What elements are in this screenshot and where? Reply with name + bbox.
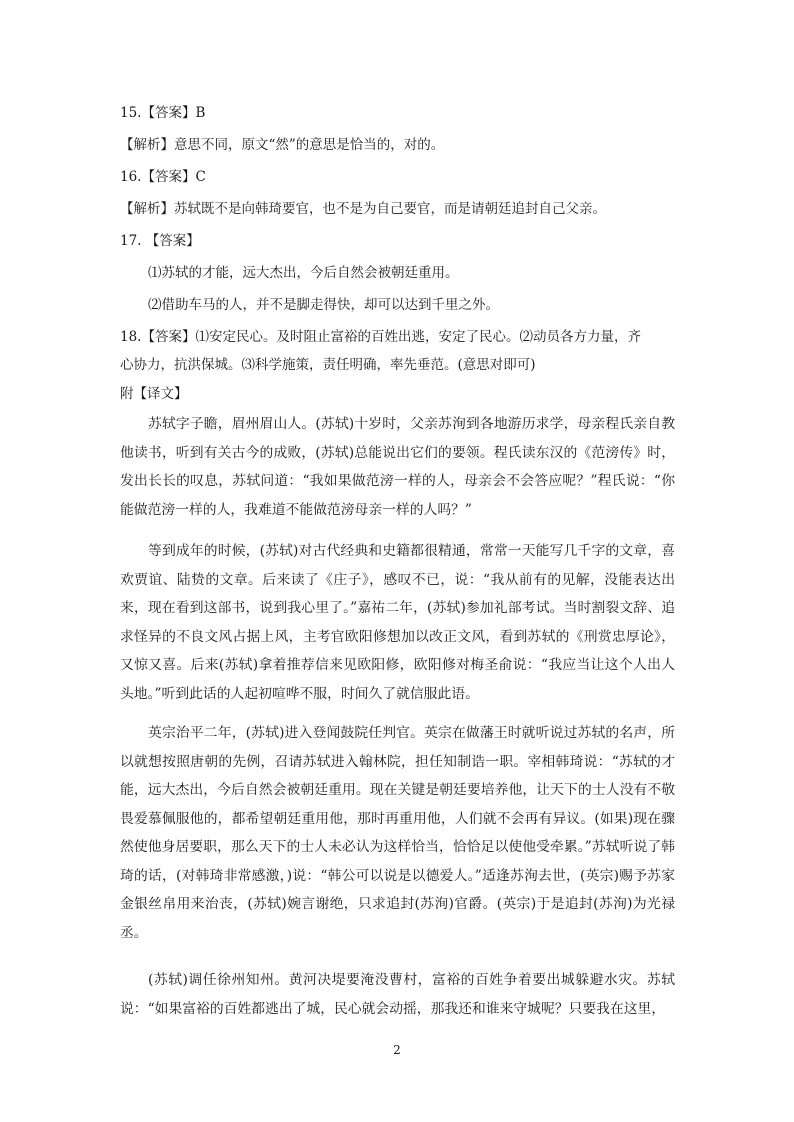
translation-paragraph-1: 苏轼字子瞻，眉州眉山人。(苏轼)十岁时，父亲苏洵到各地游历求学，母亲程氏亲自教他读书，听到有关古今的成败，(苏轼)总能说出它们的要领。程氏读东汉的《范滂传》时，发出长长的叹息，苏轼问道：“我如果做范滂一样的人，母亲会不会答应呢？”程氏说：“你能做范滂一样的人，我难道不能做范滂母亲一样的人吗？” [120,416,675,518]
q18-answer-line-2: 心协力，抗洪保城。⑶科学施策，责任明确，率先垂范。(意思对即可) [120,357,536,373]
q17-item-1: ⑴苏轼的才能，远大杰出，今后自然会被朝廷重用。 [148,265,459,281]
q16-analysis: 【解析】苏轼既不是向韩琦要官，也不是为自己要官，而是请朝廷追封自己父亲。 [120,201,606,217]
translation-paragraph-2: 等到成年的时候，(苏轼)对古代经典和史籍都很精通，常常一天能写几千字的文章，喜欢贾谊、陆贽的文章。后来读了《庄子》，感叹不已，说：“我从前有的见解，没能表达出来，现在看到这部书，说到我心里了。”嘉祐二年，(苏轼)参加礼部考试。当时割裂文辞、追求怪异的不良文风占据上风，主考官欧阳修想加以改正文风，看到苏轼的《刑赏忠厚论》，又惊又喜。后来(苏轼)拿着推荐信来见欧阳修，欧阳修对梅圣俞说：“我应当让这个人出人头地。”听到此话的人起初喧哗不服，时间久了就信服此语。 [120,543,675,702]
q17-item-2: ⑵借助车马的人，并不是脚走得快，却可以达到千里之外。 [148,297,499,313]
q16-answer: 16.【答案】C [120,169,206,185]
translation-paragraph-4: (苏轼)调任徐州知州。黄河决堤要淹没曹村，富裕的百姓争着要出城躲避水灾。苏轼说：“如果富裕的百姓都逃出了城，民心就会动摇，那我还和谁来守城呢？只要我在这里， [120,972,675,1017]
q18-answer-line-1: 18.【答案】⑴安定民心。及时阻止富裕的百姓出逃，安定了民心。⑵动员各方力量，齐 [120,329,641,345]
translation-paragraph-3: 英宗治平二年，(苏轼)进入登闻鼓院任判官。英宗在做藩王时就听说过苏轼的名声，所以就想按照唐朝的先例，召请苏轼进入翰林院，担任知制诰一职。宰相韩琦说：“苏轼的才能，远大杰出，今后自然会被朝廷重用。现在关键是朝廷要培养他，让天下的士人没有不敬畏爱慕佩服他的，都希望朝廷重用他，那时再重用他，人们就不会再有异议。(如果)现在骤然使他身居要职，那么天下的士人未必认为这样恰当，恰恰足以使他受牵累。”苏轼听说了韩琦的话，(对韩琦非常感激，)说：“韩公可以说是以德爱人。”适逢苏洵去世，(英宗)赐予苏家金银丝帛用来治丧，(苏轼)婉言谢绝，只求追封(苏洵)官爵。(英宗)于是追封(苏洵)为光禄丞。 [120,725,675,941]
translation-heading: 附【译文】 [120,386,188,402]
page-number: 2 [393,1043,401,1057]
q15-analysis: 【解析】意思不同，原文“然”的意思是恰当的，对的。 [120,137,445,153]
q17-answer: 17. 【答案】 [120,233,200,249]
q15-answer: 15.【答案】B [120,105,206,121]
